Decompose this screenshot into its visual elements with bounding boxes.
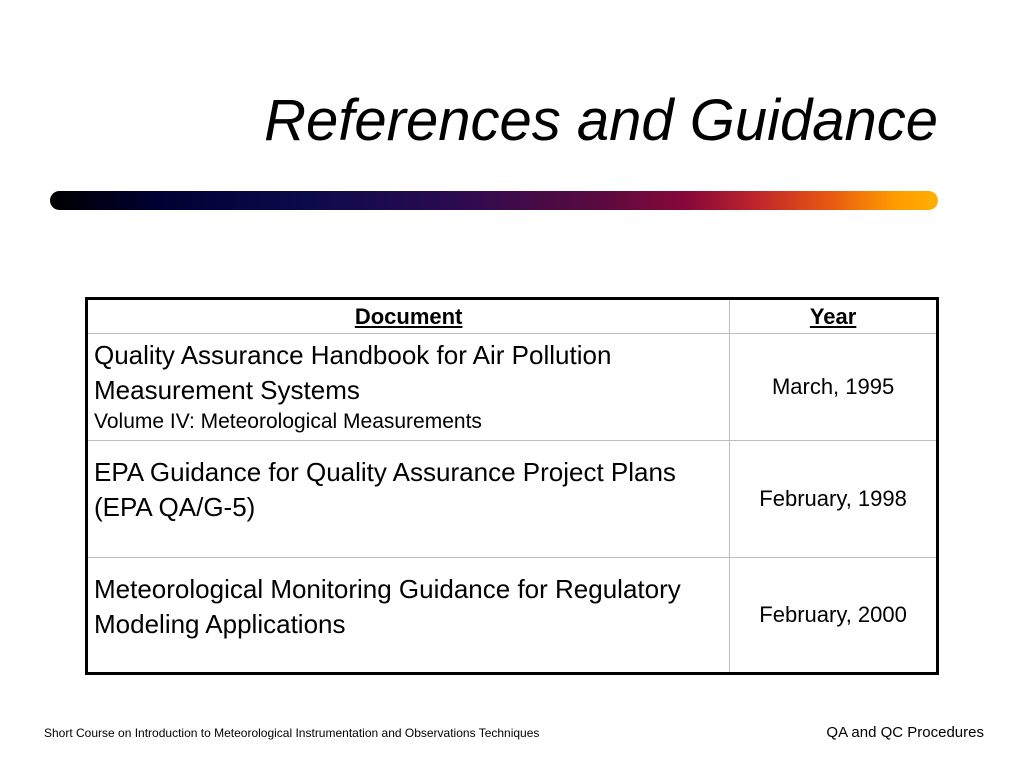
table-row <box>87 558 938 674</box>
document-cell <box>87 558 730 674</box>
document-title: EPA Guidance for Quality Assurance Project Plans (EPA QA/G-5) <box>94 457 676 522</box>
footer-section-title: QA and QC Procedures <box>826 724 984 741</box>
column-header-document: Document <box>87 299 730 334</box>
year-cell: March, 1995 <box>730 334 938 441</box>
footer-course-title: Short Course on Introduction to Meteorological Instrumentation and Observations Techniques <box>44 726 540 740</box>
table-header-row <box>87 299 938 334</box>
document-title: Quality Assurance Handbook for Air Pollution Measurement Systems <box>94 340 612 405</box>
references-table <box>85 297 939 675</box>
document-cell <box>87 441 730 558</box>
document-title: Meteorological Monitoring Guidance for Regulatory Modeling Applications <box>94 574 681 639</box>
table-row <box>87 441 938 558</box>
document-subtitle: Volume IV: Meteorological Measurements <box>94 410 482 433</box>
column-header-year: Year <box>730 299 938 334</box>
title-divider-bar <box>50 191 938 210</box>
document-cell <box>87 334 730 441</box>
year-cell: February, 1998 <box>730 441 938 558</box>
table-row <box>87 334 938 441</box>
slide-title: References and Guidance <box>264 88 938 153</box>
year-cell: February, 2000 <box>730 558 938 674</box>
